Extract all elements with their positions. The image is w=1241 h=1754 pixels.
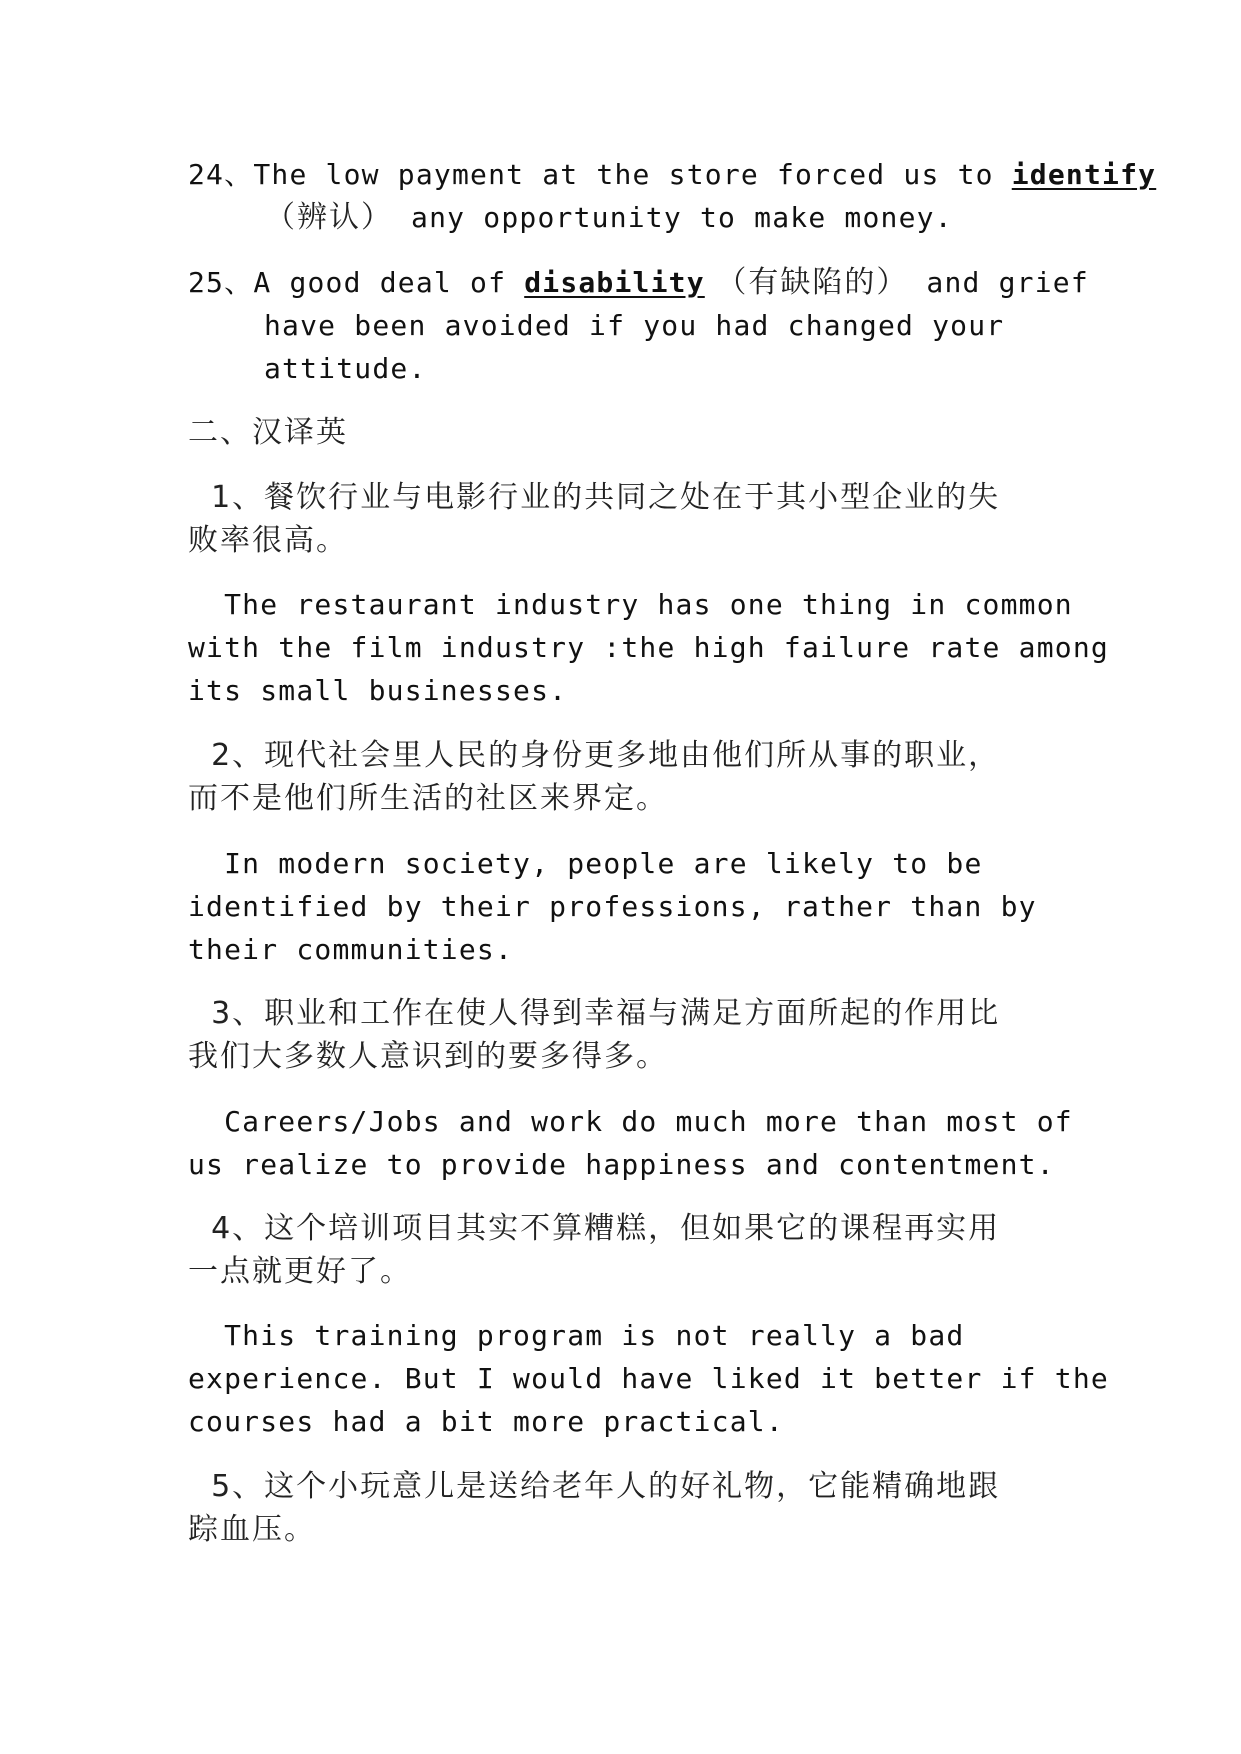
keyword: identify [1011,158,1157,191]
item-number: 24、 [188,158,254,191]
sentence-text: any opportunity to make money. [393,201,953,234]
translation-2-chinese-line-1: 2、现代社会里人民的身份更多地由他们所从事的职业， [188,738,1001,773]
item-24-line-2 [265,196,953,239]
chinese-gloss: （有缺陷的） [704,265,909,300]
translation-4-english-line-3: courses had a bit more practical. [188,1405,784,1438]
translation-3-english-line-2: us realize to provide happiness and contentment. [188,1148,1055,1181]
section-heading: 二、汉译英 [188,415,348,450]
translation-1-english-line-3: its small businesses. [188,674,568,707]
item-number: 25、 [188,266,254,299]
translation-2-english-line-1: In modern society, people are likely to be [188,847,983,880]
translation-5-chinese-line-2: 踪血压。 [188,1512,316,1547]
item-25-line-1 [188,261,1089,304]
sentence-text: The low payment at the store forced us to [253,158,1012,191]
translation-1-chinese-line-2: 败率很高。 [188,523,348,558]
translation-4-english-line-2: experience. But I would have liked it better if the [188,1362,1109,1395]
translation-3-chinese-line-1: 3、职业和工作在使人得到幸福与满足方面所起的作用比 [188,996,1001,1031]
keyword: disability [524,266,705,299]
translation-2-english-line-3: their communities. [188,933,514,966]
item-25-line-3: attitude. [264,352,427,385]
translation-2-english-line-2: identified by their professions, rather than by [188,890,1037,923]
translation-2-chinese-line-2: 而不是他们所生活的社区来界定。 [188,781,668,816]
sentence-text: A good deal of [253,266,525,299]
sentence-text: and grief [908,266,1089,299]
translation-3-english-line-1: Careers/Jobs and work do much more than most of [188,1105,1073,1138]
translation-5-chinese-line-1: 5、这个小玩意儿是送给老年人的好礼物，它能精确地跟 [188,1469,1001,1504]
translation-4-english-line-1: This training program is not really a bad [188,1319,965,1352]
translation-4-chinese-line-1: 4、这个培训项目其实不算糟糕，但如果它的课程再实用 [188,1211,1001,1246]
translation-4-chinese-line-2: 一点就更好了。 [188,1254,412,1289]
translation-1-english-line-1: The restaurant industry has one thing in common [188,588,1073,621]
item-25-line-2: have been avoided if you had changed your [264,309,1005,342]
translation-3-chinese-line-2: 我们大多数人意识到的要多得多。 [188,1039,668,1074]
translation-1-english-line-2: with the film industry :the high failure rate among [188,631,1109,664]
translation-1-chinese-line-1: 1、餐饮行业与电影行业的共同之处在于其小型企业的失 [188,480,1001,515]
chinese-gloss: （辨认） [265,200,393,235]
item-24-line-1 [188,153,1156,196]
